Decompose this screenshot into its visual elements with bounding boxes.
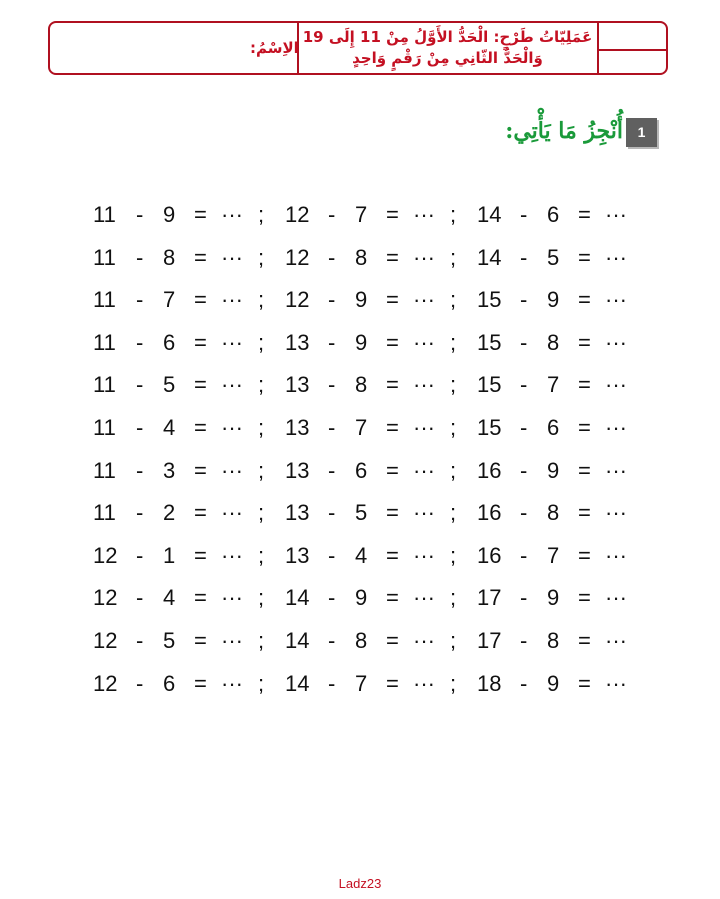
answer-blank[interactable]: ··· [413, 287, 435, 313]
subtrahend: 9 [547, 585, 560, 611]
minus-sign: - [520, 627, 528, 653]
separator: ; [450, 329, 457, 355]
answer-blank[interactable]: ··· [413, 414, 435, 440]
subtrahend: 7 [355, 414, 368, 440]
minus-sign: - [328, 287, 336, 313]
exercise-instruction: أُنْجِزُ مَا يَأْتِي: [505, 118, 623, 144]
subtrahend: 9 [163, 202, 176, 227]
minuend: 13 [285, 457, 310, 483]
minus-sign: - [136, 372, 144, 398]
subtrahend: 4 [163, 585, 176, 611]
answer-blank[interactable]: ··· [605, 457, 627, 483]
answer-blank[interactable]: ··· [413, 244, 435, 270]
minuend: 11 [93, 372, 116, 398]
subtrahend: 4 [355, 542, 368, 568]
subtrahend: 3 [163, 457, 176, 483]
minuend: 15 [477, 372, 502, 398]
equals-sign: = [386, 585, 399, 611]
subtrahend: 6 [163, 670, 176, 696]
minuend: 11 [93, 244, 116, 270]
subtrahend: 7 [547, 542, 560, 568]
equals-sign: = [578, 670, 591, 696]
equation-row [0, 322, 720, 365]
answer-blank[interactable]: ··· [221, 202, 243, 227]
header-cell-divider [597, 49, 666, 51]
separator: ; [450, 244, 457, 270]
subtrahend: 8 [355, 244, 368, 270]
equation-row [0, 450, 720, 493]
minuend: 12 [285, 202, 310, 227]
minuend: 11 [93, 329, 116, 355]
separator: ; [258, 457, 265, 483]
title-line-2: وَالْحَدُّ الثّانِي مِنْ رَقْمٍ وَاحِدٍ [352, 49, 543, 67]
minus-sign: - [328, 457, 336, 483]
equals-sign: = [578, 585, 591, 611]
minus-sign: - [520, 287, 528, 313]
subtrahend: 6 [547, 202, 560, 227]
equals-sign: = [386, 542, 399, 568]
minuend: 11 [93, 500, 116, 526]
minus-sign: - [328, 585, 336, 611]
subtrahend: 5 [547, 244, 560, 270]
minus-sign: - [328, 202, 336, 227]
answer-blank[interactable]: ··· [605, 500, 627, 526]
answer-blank[interactable]: ··· [605, 585, 627, 611]
equals-sign: = [386, 500, 399, 526]
equals-sign: = [386, 244, 399, 270]
separator: ; [450, 372, 457, 398]
minus-sign: - [136, 244, 144, 270]
answer-blank[interactable]: ··· [413, 500, 435, 526]
answer-blank[interactable]: ··· [413, 627, 435, 653]
separator: ; [258, 542, 265, 568]
equals-sign: = [386, 202, 399, 227]
subtrahend: 8 [547, 627, 560, 653]
header-divider [597, 23, 599, 73]
header-box [48, 21, 668, 75]
minuend: 18 [477, 670, 502, 696]
equals-sign: = [386, 329, 399, 355]
subtrahend: 8 [355, 372, 368, 398]
equals-sign: = [578, 287, 591, 313]
separator: ; [258, 244, 265, 270]
separator: ; [450, 670, 457, 696]
separator: ; [450, 542, 457, 568]
minuend: 13 [285, 414, 310, 440]
minuend: 11 [93, 414, 116, 440]
equation-row [0, 663, 720, 706]
minuend: 14 [477, 202, 502, 227]
minuend: 15 [477, 287, 502, 313]
answer-blank[interactable]: ··· [605, 329, 627, 355]
equation-row [0, 407, 720, 450]
subtrahend: 5 [163, 627, 176, 653]
worksheet-title [300, 27, 595, 69]
minuend: 13 [285, 542, 310, 568]
subtrahend: 6 [547, 414, 560, 440]
answer-blank[interactable]: ··· [413, 585, 435, 611]
equation-row [0, 620, 720, 663]
minuend: 13 [285, 372, 310, 398]
minus-sign: - [136, 287, 144, 313]
equation-row [0, 237, 720, 280]
answer-blank[interactable]: ··· [605, 287, 627, 313]
subtrahend: 6 [163, 329, 176, 355]
minuend: 12 [285, 287, 310, 313]
minuend: 12 [93, 542, 118, 568]
minus-sign: - [136, 414, 144, 440]
minus-sign: - [328, 542, 336, 568]
minuend: 17 [477, 585, 502, 611]
minuend: 16 [477, 542, 502, 568]
separator: ; [258, 670, 265, 696]
equation-row [0, 535, 720, 578]
equations-grid [0, 194, 720, 705]
minus-sign: - [520, 244, 528, 270]
subtrahend: 2 [163, 500, 176, 526]
minuend: 17 [477, 627, 502, 653]
minus-sign: - [328, 244, 336, 270]
equals-sign: = [578, 542, 591, 568]
minus-sign: - [520, 670, 528, 696]
answer-blank[interactable]: ··· [605, 670, 627, 696]
minuend: 12 [285, 244, 310, 270]
minuend: 14 [285, 627, 310, 653]
separator: ; [258, 202, 265, 227]
equals-sign: = [386, 372, 399, 398]
separator: ; [450, 585, 457, 611]
subtrahend: 7 [163, 287, 176, 313]
minuend: 14 [285, 585, 310, 611]
subtrahend: 6 [355, 457, 368, 483]
minus-sign: - [520, 585, 528, 611]
equals-sign: = [578, 329, 591, 355]
minus-sign: - [136, 627, 144, 653]
answer-blank[interactable]: ··· [221, 542, 243, 568]
minuend: 16 [477, 457, 502, 483]
minuend: 12 [93, 670, 118, 696]
equation-row [0, 577, 720, 620]
separator: ; [450, 287, 457, 313]
minus-sign: - [328, 500, 336, 526]
subtrahend: 9 [355, 585, 368, 611]
minuend: 14 [285, 670, 310, 696]
equals-sign: = [194, 414, 207, 440]
equals-sign: = [578, 414, 591, 440]
equals-sign: = [386, 670, 399, 696]
minus-sign: - [328, 414, 336, 440]
answer-blank[interactable]: ··· [221, 244, 243, 270]
subtrahend: 8 [547, 500, 560, 526]
equals-sign: = [194, 244, 207, 270]
equals-sign: = [194, 670, 207, 696]
separator: ; [258, 627, 265, 653]
subtrahend: 7 [547, 372, 560, 398]
exercise-number-badge: 1 [626, 118, 657, 147]
equals-sign: = [386, 414, 399, 440]
subtrahend: 8 [355, 627, 368, 653]
answer-blank[interactable]: ··· [221, 329, 243, 355]
minuend: 12 [93, 627, 118, 653]
minuend: 13 [285, 329, 310, 355]
answer-blank[interactable]: ··· [413, 202, 435, 227]
minuend: 13 [285, 500, 310, 526]
subtrahend: 9 [355, 287, 368, 313]
answer-blank[interactable]: ··· [605, 372, 627, 398]
minuend: 16 [477, 500, 502, 526]
answer-blank[interactable]: ··· [605, 202, 627, 227]
answer-blank[interactable]: ··· [221, 457, 243, 483]
minus-sign: - [136, 457, 144, 483]
subtrahend: 5 [355, 500, 368, 526]
equals-sign: = [386, 627, 399, 653]
separator: ; [258, 414, 265, 440]
subtrahend: 1 [163, 542, 176, 568]
separator: ; [258, 329, 265, 355]
minus-sign: - [328, 329, 336, 355]
name-label: الاِسْمُ: [250, 39, 299, 57]
equals-sign: = [578, 372, 591, 398]
answer-blank[interactable]: ··· [413, 457, 435, 483]
minus-sign: - [328, 627, 336, 653]
minus-sign: - [136, 202, 144, 227]
separator: ; [450, 202, 457, 227]
minus-sign: - [520, 457, 528, 483]
minus-sign: - [520, 414, 528, 440]
answer-blank[interactable]: ··· [605, 414, 627, 440]
minus-sign: - [520, 372, 528, 398]
minuend: 14 [477, 244, 502, 270]
minuend: 11 [93, 287, 116, 313]
answer-blank[interactable]: ··· [221, 670, 243, 696]
subtrahend: 9 [355, 329, 368, 355]
minus-sign: - [328, 372, 336, 398]
equals-sign: = [386, 457, 399, 483]
equals-sign: = [194, 500, 207, 526]
equals-sign: = [578, 457, 591, 483]
answer-blank[interactable]: ··· [221, 372, 243, 398]
answer-blank[interactable]: ··· [413, 329, 435, 355]
minuend: 12 [93, 585, 118, 611]
equation-row [0, 364, 720, 407]
answer-blank[interactable]: ··· [221, 287, 243, 313]
answer-blank[interactable]: ··· [413, 372, 435, 398]
separator: ; [258, 585, 265, 611]
answer-blank[interactable]: ··· [221, 414, 243, 440]
answer-blank[interactable]: ··· [605, 244, 627, 270]
equals-sign: = [194, 457, 207, 483]
equals-sign: = [386, 287, 399, 313]
minus-sign: - [328, 670, 336, 696]
answer-blank[interactable]: ··· [605, 627, 627, 653]
answer-blank[interactable]: ··· [413, 670, 435, 696]
separator: ; [450, 457, 457, 483]
subtrahend: 9 [547, 457, 560, 483]
equals-sign: = [194, 329, 207, 355]
minus-sign: - [136, 329, 144, 355]
equals-sign: = [194, 627, 207, 653]
equation-row [0, 279, 720, 322]
minuend: 11 [93, 457, 116, 483]
equals-sign: = [194, 542, 207, 568]
minus-sign: - [136, 542, 144, 568]
separator: ; [450, 414, 457, 440]
separator: ; [258, 372, 265, 398]
minus-sign: - [520, 329, 528, 355]
subtrahend: 4 [163, 414, 176, 440]
minus-sign: - [136, 500, 144, 526]
minuend: 15 [477, 414, 502, 440]
separator: ; [258, 287, 265, 313]
minus-sign: - [520, 202, 528, 227]
equals-sign: = [578, 202, 591, 227]
equals-sign: = [194, 585, 207, 611]
equation-row [0, 194, 720, 237]
equals-sign: = [578, 244, 591, 270]
equals-sign: = [194, 372, 207, 398]
minus-sign: - [520, 500, 528, 526]
minus-sign: - [136, 585, 144, 611]
separator: ; [450, 627, 457, 653]
separator: ; [258, 500, 265, 526]
subtrahend: 8 [547, 329, 560, 355]
subtrahend: 9 [547, 287, 560, 313]
subtrahend: 7 [355, 202, 368, 227]
answer-blank[interactable]: ··· [221, 500, 243, 526]
subtrahend: 5 [163, 372, 176, 398]
equals-sign: = [578, 627, 591, 653]
subtrahend: 7 [355, 670, 368, 696]
minuend: 11 [93, 202, 116, 227]
minus-sign: - [136, 670, 144, 696]
equals-sign: = [194, 287, 207, 313]
equals-sign: = [578, 500, 591, 526]
equals-sign: = [194, 202, 207, 227]
answer-blank[interactable]: ··· [605, 542, 627, 568]
minuend: 15 [477, 329, 502, 355]
answer-blank[interactable]: ··· [221, 585, 243, 611]
answer-blank[interactable]: ··· [413, 542, 435, 568]
separator: ; [450, 500, 457, 526]
footer-watermark: Ladz23 [338, 876, 382, 891]
title-line-1: عَمَلِيّاتُ طَرْحٍ: الْحَدُّ الأَوَّلُ مِنْ 11 إِلَى 19 [302, 28, 593, 46]
answer-blank[interactable]: ··· [221, 627, 243, 653]
minus-sign: - [520, 542, 528, 568]
equation-row [0, 492, 720, 535]
subtrahend: 8 [163, 244, 176, 270]
subtrahend: 9 [547, 670, 560, 696]
